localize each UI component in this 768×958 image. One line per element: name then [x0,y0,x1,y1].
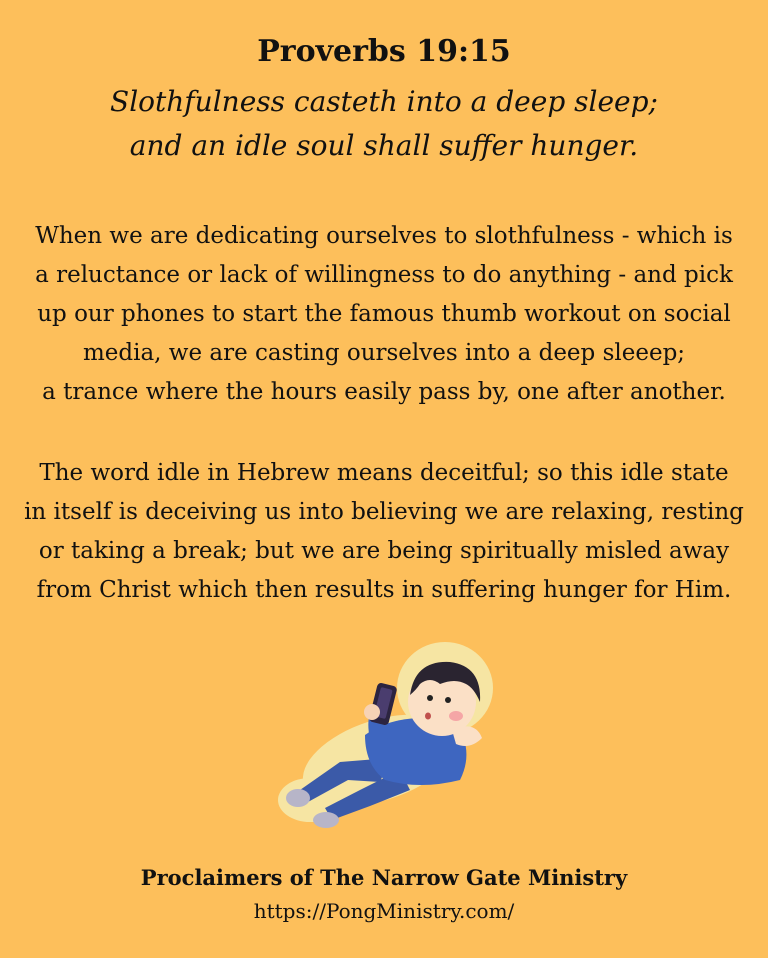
paragraph-line: The word idle in Hebrew means deceitful; so this idle state [39,460,729,486]
verse-line: Slothfulness casteth into a deep sleep; [110,85,658,118]
verse-quote [0,80,768,168]
person-lying-with-phone-icon [270,640,500,840]
verse-line: and an idle soul shall suffer hunger. [129,129,639,162]
paragraph-slothfulness [0,217,768,412]
paragraph-line: or taking a break; but we are being spiritually misled away [38,538,730,564]
paragraph-line: in itself is deceiving us into believing we are relaxing, resting [24,499,744,525]
paragraph-idle [0,454,768,610]
paragraph-line: When we are dedicating ourselves to slothfulness - which is [35,223,733,249]
paragraph-line: a reluctance or lack of willingness to do anything - and pick [35,262,733,288]
paragraph-line: a trance where the hours easily pass by, one after another. [42,379,726,405]
paragraph-line: from Christ which then results in suffering hunger for Him. [36,577,732,603]
paragraph-line: media, we are casting ourselves into a deep sleeep; [82,340,686,366]
ministry-name: Proclaimers of The Narrow Gate Ministry [140,865,628,890]
ministry-url: https://PongMinistry.com/ [253,899,515,923]
paragraph-line: up our phones to start the famous thumb workout on social [37,301,731,327]
page-title: Proverbs 19:15 [257,34,511,69]
